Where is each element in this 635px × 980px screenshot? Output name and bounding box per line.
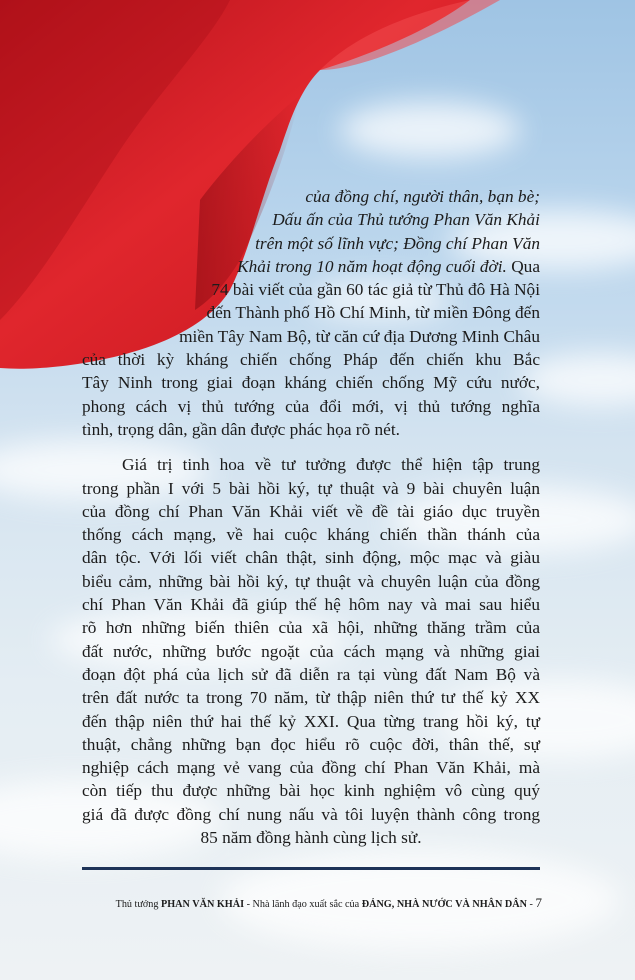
running-footer [82,895,542,911]
text-line: phong cách vị thủ tướng của đổi mới, vị thủ tướng nghĩa [82,396,540,416]
text-line: thống cách mạng, về hai cuộc kháng chiến thần thánh của [82,525,540,545]
body-text [82,185,540,849]
text-line: rõ hơn những biến thiên của xã hội, những thăng trầm của [82,618,540,638]
footer-separator: - [527,899,536,910]
text-line: còn tiếp thu được những bài học kinh nghiệm vô cùng quý [82,781,540,801]
text-line: 85 năm đồng hành cùng lịch sử. [200,828,422,848]
paragraph-2 [82,453,540,849]
text-line: trong phần I với 5 bài hồi ký, tự thuật và 9 bài chuyên luận [82,478,540,498]
footer-org: ĐẢNG, NHÀ NƯỚC VÀ NHÂN DÂN [361,899,527,910]
text-line: của đồng chí, người thân, bạn bè; [305,187,540,206]
text-line: giá đã được đồng chí nung nấu và tôi luyện thành công trong [82,804,540,824]
text-line: 74 bài viết của gần 60 tác giả từ Thủ đô Hà Nội [211,280,540,300]
text-line: của đồng chí Phan Văn Khải viết về đề tài giáo dục truyền [82,501,540,521]
text-line: đến thập niên thứ hai thế kỷ XXI. Qua từng trang hồi ký, tự [82,711,540,731]
text-line: đất nước, những bước ngoặt của cách mạng và những giai [82,641,540,661]
text-line: đoạn đột phá của lịch sử đã diễn ra tại vùng đất Nam Bộ và [82,664,540,684]
text-line: Dấu ấn của Thủ tướng Phan Văn Khải [272,210,540,230]
text-line: Khải trong 10 năm hoạt động cuối đời. Qua [237,256,540,276]
text-line: biểu cảm, những bài hồi ký, tự thuật và chuyên luận của đồng [82,571,540,591]
footer-middle: - Nhà lãnh đạo xuất sắc của [244,899,362,910]
text-line: đến Thành phố Hồ Chí Minh, từ miền Đông đến [206,303,540,323]
text-line: Tây Ninh trong giai đoạn kháng chiến chống Mỹ cứu nước, [82,373,540,393]
footer-name: PHAN VĂN KHẢI [161,899,245,910]
text-line: Giá trị tinh hoa về tư tưởng được thể hiện tập trung [122,455,540,475]
text-line: của thời kỳ kháng chiến chống Pháp đến chiến khu Bắc [82,350,540,370]
footer-prefix: Thủ tướng [115,899,162,910]
text-line: chí Phan Văn Khải đã giúp thế hệ hôm nay và mai sau hiểu [82,595,540,615]
text-line: miền Tây Nam Bộ, từ căn cứ địa Dương Minh Châu [179,326,540,346]
text-line: dân tộc. Với lối viết chân thật, sinh động, mộc mạc và giàu [82,548,540,568]
page-number: 7 [535,895,542,910]
text-line: nghiệp cách mạng vẻ vang của đồng chí Phan Văn Khải, mà [82,758,540,778]
text-line: trên đất nước ta trong 70 năm, từ thập niên thứ tư thế kỷ XX [82,688,540,708]
footer-divider [82,867,540,870]
text-line: tình, trọng dân, gần dân được phác họa rõ nét. [82,419,400,439]
text-line: trên một số lĩnh vực; Đồng chí Phan Văn [255,233,540,253]
paragraph-1 [82,185,540,441]
text-line: thuật, chẳng những bạn đọc hiểu rõ cuộc đời, thân thế, sự [82,734,540,754]
